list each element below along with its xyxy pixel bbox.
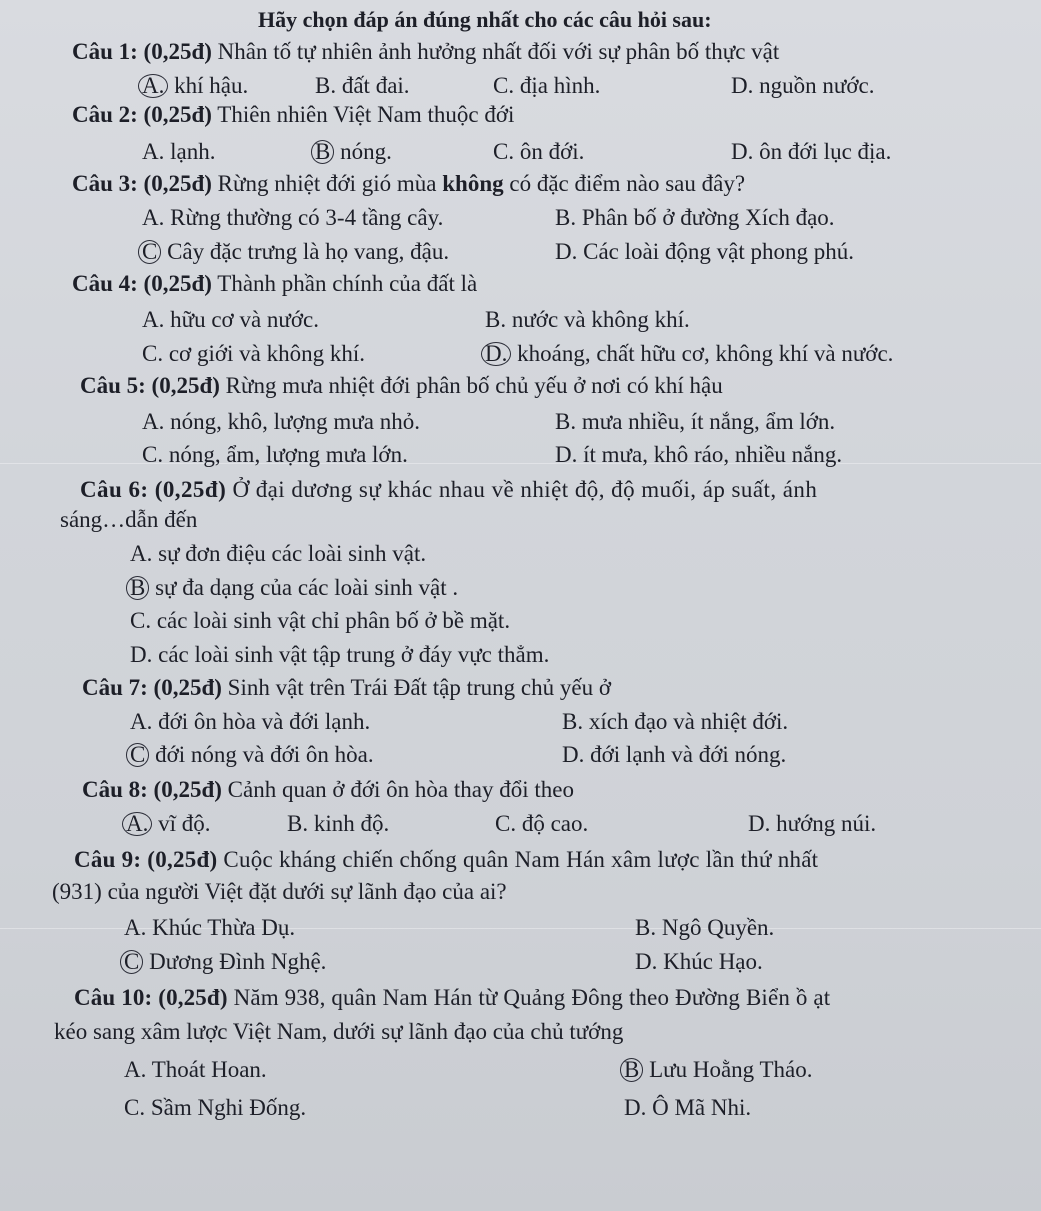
- answer-circle: C: [138, 240, 161, 264]
- question-1: [72, 38, 779, 66]
- option-8a[interactable]: [126, 810, 211, 838]
- option-text: Sầm Nghi Đống.: [150, 1095, 307, 1120]
- question-text: Năm 938, quân Nam Hán từ Quảng Đông theo Đường Biển ồ ạt: [233, 985, 831, 1010]
- question-text: Rừng mưa nhiệt đới phân bố chủ yếu ở nơi có khí hậu: [225, 373, 723, 398]
- question-9-continued: (931) của người Việt đặt dưới sự lãnh đạo của ai?: [52, 879, 507, 904]
- option-letter: D.: [731, 139, 754, 164]
- option-text: khoáng, chất hữu cơ, không khí và nước.: [517, 341, 894, 366]
- option-text: độ cao.: [521, 811, 589, 836]
- option-letter: C.: [493, 139, 515, 164]
- option-10c[interactable]: [124, 1094, 306, 1122]
- option-4a[interactable]: [142, 306, 319, 334]
- question-text: Thiên nhiên Việt Nam thuộc đới: [217, 102, 515, 127]
- question-number: Câu 3: (0,25đ): [72, 171, 212, 196]
- option-letter: D.: [555, 239, 578, 264]
- option-text: mưa nhiều, ít nắng, ẩm lớn.: [581, 409, 836, 434]
- option-2d[interactable]: [731, 138, 891, 166]
- option-text: địa hình.: [519, 73, 601, 98]
- question-text: Nhân tố tự nhiên ảnh hưởng nhất đối với sự phân bố thực vật: [217, 39, 780, 64]
- option-letter: A.: [124, 1057, 147, 1082]
- option-10a[interactable]: [124, 1056, 267, 1084]
- question-text: Ở đại dương sự khác nhau về nhiệt độ, độ muối, áp suất, ánh: [232, 477, 818, 502]
- option-1c[interactable]: [493, 72, 600, 100]
- option-text: Ngô Quyền.: [661, 915, 775, 940]
- option-text: đất đai.: [341, 73, 410, 98]
- option-2c[interactable]: [493, 138, 584, 166]
- option-5c[interactable]: [142, 441, 408, 469]
- option-text: xích đạo và nhiệt đới.: [588, 709, 789, 734]
- question-text: Cuộc kháng chiến chống quân Nam Hán xâm lược lần thứ nhất: [223, 847, 819, 872]
- answer-circle: C: [126, 743, 149, 767]
- option-text: Khúc Hạo.: [663, 949, 763, 974]
- question-number: Câu 7: (0,25đ): [82, 675, 222, 700]
- option-text: nóng, khô, lượng mưa nhỏ.: [170, 409, 420, 434]
- option-text: Dương Đình Nghệ.: [149, 949, 327, 974]
- option-letter: C.: [142, 341, 164, 366]
- option-letter: C.: [493, 73, 515, 98]
- option-9b[interactable]: [635, 914, 774, 942]
- option-10b[interactable]: [624, 1056, 813, 1084]
- option-letter: B.: [287, 811, 309, 836]
- option-8b[interactable]: [287, 810, 389, 838]
- answer-circle: C: [120, 950, 143, 974]
- instructions-heading: Hãy chọn đáp án đúng nhất cho các câu hỏi sau:: [258, 7, 712, 32]
- option-letter: A.: [142, 139, 165, 164]
- option-7a[interactable]: [130, 708, 370, 736]
- question-6: [80, 476, 817, 504]
- question-number: Câu 4: (0,25đ): [72, 271, 212, 296]
- option-text: đới ôn hòa và đới lạnh.: [158, 709, 371, 734]
- option-letter: B.: [485, 307, 507, 332]
- question-number: Câu 6: (0,25đ): [80, 477, 227, 502]
- option-text: ít mưa, khô ráo, nhiều nắng.: [583, 442, 843, 467]
- option-text: khí hậu.: [174, 73, 249, 98]
- option-letter: A.: [142, 409, 165, 434]
- option-6a[interactable]: [130, 540, 426, 568]
- option-10d[interactable]: [624, 1094, 751, 1122]
- option-text: ôn đới.: [519, 139, 585, 164]
- option-letter: C.: [142, 442, 164, 467]
- option-letter: A.: [142, 205, 165, 230]
- answer-circle: A.: [122, 812, 152, 836]
- option-letter: D.: [635, 949, 658, 974]
- option-text: kinh độ.: [313, 811, 390, 836]
- option-letter: A.: [130, 541, 153, 566]
- option-text: nóng, ẩm, lượng mưa lớn.: [168, 442, 408, 467]
- question-number: Câu 2: (0,25đ): [72, 102, 212, 127]
- option-text: cơ giới và không khí.: [168, 341, 366, 366]
- question-5: [80, 372, 723, 400]
- option-letter: C.: [130, 608, 152, 633]
- option-letter: A.: [124, 915, 147, 940]
- option-text: Các loài động vật phong phú.: [583, 239, 854, 264]
- option-letter: D.: [731, 73, 754, 98]
- question-2: [72, 101, 514, 129]
- option-letter: D.: [562, 742, 585, 767]
- option-text: sự đa dạng của các loài sinh vật .: [155, 575, 459, 600]
- option-6d[interactable]: [130, 641, 549, 669]
- question-8: [82, 776, 574, 804]
- answer-circle: B: [620, 1058, 643, 1082]
- option-text: đới lạnh và đới nóng.: [590, 742, 787, 767]
- option-1a[interactable]: [142, 72, 248, 100]
- option-text: Ô Mã Nhi.: [652, 1095, 752, 1120]
- option-text: Phân bố ở đường Xích đạo.: [581, 205, 835, 230]
- option-text: Lưu Hoằng Tháo.: [649, 1057, 813, 1082]
- option-4b[interactable]: [485, 306, 690, 334]
- question-6-continued: sáng…dẫn đến: [60, 507, 198, 532]
- option-text: vĩ độ.: [158, 811, 211, 836]
- question-text: Thành phần chính của đất là: [217, 271, 478, 296]
- option-text: nóng.: [340, 139, 392, 164]
- option-2a[interactable]: [142, 138, 215, 166]
- option-text: sự đơn điệu các loài sinh vật.: [158, 541, 427, 566]
- option-7d[interactable]: [562, 741, 786, 769]
- option-letter: D.: [624, 1095, 647, 1120]
- option-text: nước và không khí.: [511, 307, 690, 332]
- option-text: Rừng thường có 3-4 tầng cây.: [170, 205, 444, 230]
- option-9a[interactable]: [124, 914, 295, 942]
- option-2b[interactable]: [315, 138, 392, 166]
- option-text: nguồn nước.: [759, 73, 875, 98]
- option-letter: D.: [748, 811, 771, 836]
- option-7b[interactable]: [562, 708, 788, 736]
- option-8d[interactable]: [748, 810, 876, 838]
- option-letter: A.: [142, 307, 165, 332]
- question-7: [82, 674, 611, 702]
- answer-circle: D.: [481, 342, 511, 366]
- option-text: Khúc Thừa Dụ.: [152, 915, 296, 940]
- answer-circle: B: [311, 140, 334, 164]
- option-6c[interactable]: [130, 607, 510, 635]
- question-text: có đặc điểm nào sau đây?: [509, 171, 746, 196]
- question-number: Câu 10: (0,25đ): [74, 985, 228, 1010]
- question-text: Rừng nhiệt đới gió mùa: [217, 171, 437, 196]
- question-10-continued: kéo sang xâm lược Việt Nam, dưới sự lãnh đạo của chủ tướng: [54, 1019, 624, 1044]
- question-number: Câu 1: (0,25đ): [72, 39, 212, 64]
- option-text: ôn đới lục địa.: [759, 139, 892, 164]
- question-emphasis: không: [442, 171, 504, 196]
- option-1d[interactable]: [731, 72, 874, 100]
- option-letter: D.: [130, 642, 153, 667]
- option-letter: B.: [555, 205, 577, 230]
- option-text: Thoát Hoan.: [151, 1057, 267, 1082]
- option-1b[interactable]: [315, 72, 410, 100]
- question-number: Câu 5: (0,25đ): [80, 373, 220, 398]
- option-5b[interactable]: [555, 408, 835, 436]
- answer-circle: B: [126, 576, 149, 600]
- option-9c[interactable]: [124, 948, 326, 976]
- question-4: [72, 270, 477, 298]
- question-number: Câu 8: (0,25đ): [82, 777, 222, 802]
- option-3a[interactable]: [142, 204, 443, 232]
- option-text: các loài sinh vật chỉ phân bố ở bề mặt.: [156, 608, 511, 633]
- option-letter: B.: [315, 73, 337, 98]
- option-text: Cây đặc trưng là họ vang, đậu.: [167, 239, 450, 264]
- question-3: [72, 170, 745, 198]
- option-4c[interactable]: [142, 340, 365, 368]
- option-7c[interactable]: [130, 741, 374, 769]
- question-number: Câu 9: (0,25đ): [74, 847, 218, 872]
- option-text: hữu cơ và nước.: [170, 307, 320, 332]
- option-9d[interactable]: [635, 948, 763, 976]
- option-letter: B.: [635, 915, 657, 940]
- option-4d[interactable]: [485, 340, 893, 368]
- option-5a[interactable]: [142, 408, 420, 436]
- option-text: các loài sinh vật tập trung ở đáy vực thẳm.: [158, 642, 550, 667]
- option-text: lạnh.: [170, 139, 216, 164]
- question-text: Sinh vật trên Trái Đất tập trung chủ yếu ở: [227, 675, 611, 700]
- option-letter: B.: [562, 709, 584, 734]
- option-letter: C.: [124, 1095, 146, 1120]
- option-letter: D.: [555, 442, 578, 467]
- option-8c[interactable]: [495, 810, 588, 838]
- option-text: đới nóng và đới ôn hòa.: [155, 742, 374, 767]
- option-3d[interactable]: [555, 238, 854, 266]
- option-5d[interactable]: [555, 441, 842, 469]
- option-3b[interactable]: [555, 204, 835, 232]
- answer-circle: A.: [138, 74, 168, 98]
- option-6b[interactable]: [130, 574, 458, 602]
- question-9: [74, 846, 818, 874]
- option-3c[interactable]: [142, 238, 449, 266]
- question-10: [74, 984, 830, 1012]
- option-letter: C.: [495, 811, 517, 836]
- question-text: Cảnh quan ở đới ôn hòa thay đổi theo: [227, 777, 574, 802]
- option-text: hướng núi.: [776, 811, 877, 836]
- option-letter: B.: [555, 409, 577, 434]
- option-letter: A.: [130, 709, 153, 734]
